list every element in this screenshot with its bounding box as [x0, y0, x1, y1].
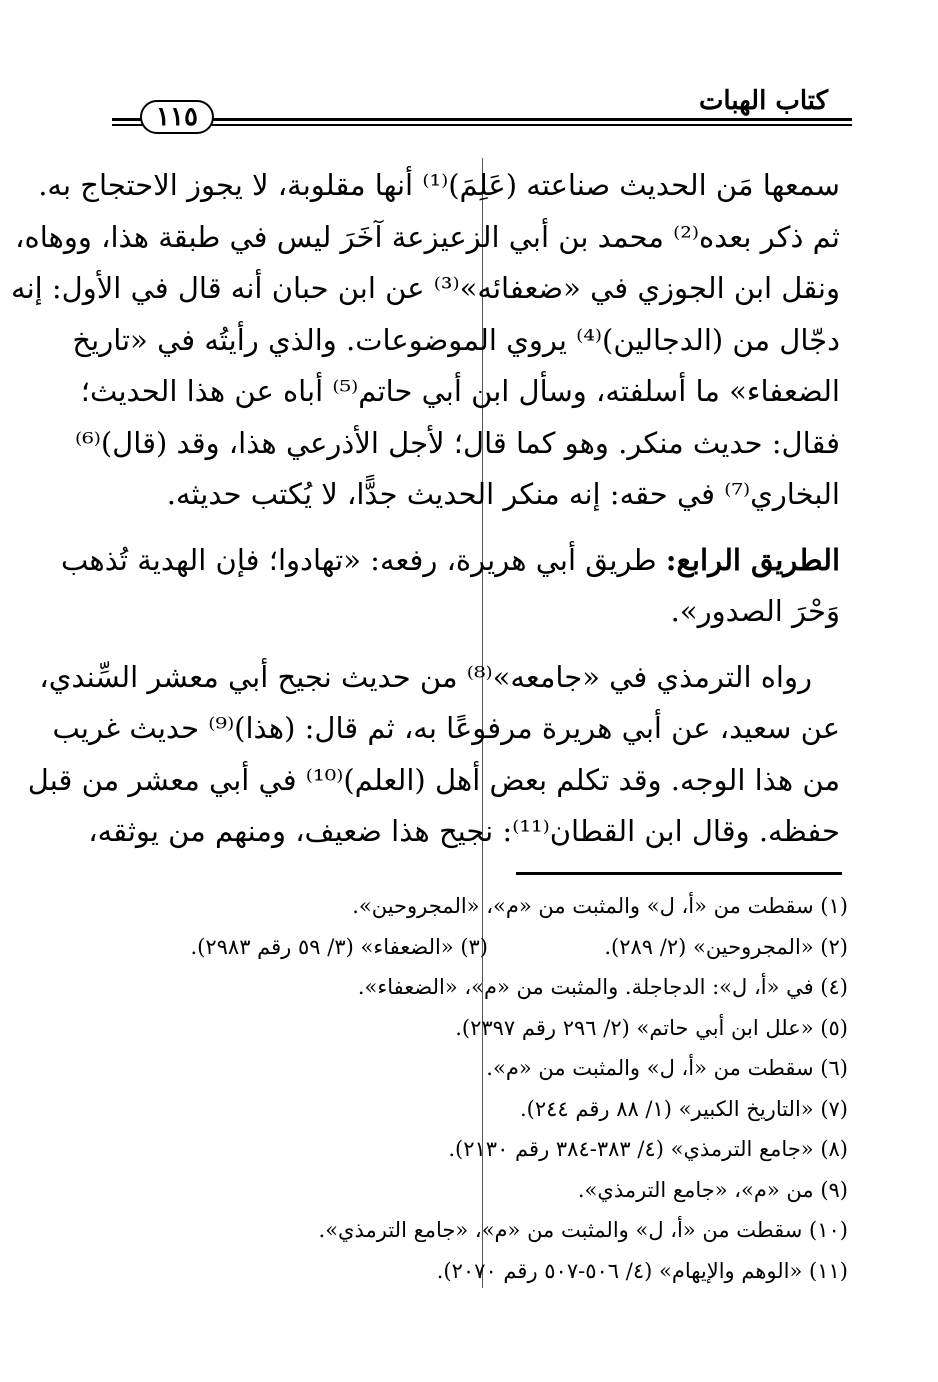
- header-rule: [112, 118, 852, 121]
- paragraph-heading: الطريق الرابع:: [665, 542, 840, 577]
- footnote: (١١) «الوهم والإيهام» (٤/ ٥٠٦-٥٠٧ رقم ٢٠٧٠).: [436, 1258, 848, 1283]
- footnote: (٣) «الضعفاء» (٣/ ٥٩ رقم ٢٩٨٣).: [190, 934, 488, 959]
- footnote: (١٠) سقطت من «أ، ل» والمثبت من «م»، «جامع الترمذي».: [318, 1218, 848, 1242]
- footnote: (١) سقطت من «أ، ل» والمثبت من «م»، «المجروحين».: [352, 894, 848, 918]
- text-line: حفظه. وقال ابن القطان⁽¹¹⁾: نجيح هذا ضعيف، ومنهم من يوثقه،: [88, 814, 840, 848]
- text-line: وَحْرَ الصدور».: [670, 594, 840, 628]
- footnotes: [106, 886, 848, 1291]
- page-number-badge: ١١٥: [140, 100, 214, 134]
- footnote: (٤) في «أ، ل»: الدجاجلة. والمثبت من «م»، «الضعفاء».: [357, 975, 848, 999]
- text-line: البخاري⁽⁷⁾ في حقه: إنه منكر الحديث جدًّا، لا يُكتب حديثه.: [166, 477, 840, 511]
- footnote: (٩) من «م»، «جامع الترمذي».: [577, 1177, 848, 1202]
- text-line: دجّال من (الدجالين)⁽⁴⁾ يروي الموضوعات. والذي رأيتُه في «تاريخ: [72, 322, 840, 357]
- header-rule-thin: [112, 124, 852, 126]
- text-line: سمعها مَن الحديث صناعته (عَلِمَ)⁽¹⁾ أنها مقلوبة، لا يجوز الاحتجاج به.: [38, 168, 840, 202]
- text-line: رواه الترمذي في «جامعه»⁽⁸⁾ من حديث نجيح أبي معشر السِّندي،: [39, 659, 812, 694]
- text-line: الضعفاء» ما أسلفته، وسأل ابن أبي حاتم⁽⁵⁾ أباه عن هذا الحديث؛: [80, 374, 840, 408]
- text-line: ونقل ابن الجوزي في «ضعفائه»⁽³⁾ عن ابن حبان أنه قال في الأول: إنه: [11, 271, 840, 305]
- footnote-separator: [516, 872, 842, 875]
- text-line: من هذا الوجه. وقد تكلم بعض أهل (العلم)⁽¹⁰⁾ في أبي معشر من قبل: [27, 762, 840, 797]
- text-line: عن سعيد، عن أبي هريرة مرفوعًا به، ثم قال: (هذا)⁽⁹⁾ حديث غريب: [52, 711, 840, 745]
- footnote-pair: [106, 927, 848, 968]
- running-header-title: كتاب الهبات: [698, 86, 828, 116]
- main-text: [11, 160, 840, 858]
- footnote: (٥) «علل ابن أبي حاتم» (٢/ ٢٩٦ رقم ٢٣٩٧).: [455, 1015, 848, 1040]
- text-line: ثم ذكر بعده⁽²⁾ محمد بن أبي الزعيزعة آخَرَ ليس في طبقة هذا، ووهاه،: [15, 219, 840, 254]
- text-segment: طريق أبي هريرة، رفعه: «تهادوا؛ فإن الهدية تُذهب: [60, 542, 657, 577]
- footnote: (٦) سقطت من «أ، ل» والمثبت من «م».: [486, 1056, 848, 1080]
- paragraph-heading-line: [60, 535, 840, 587]
- footnote: (٢) «المجروحين» (٢/ ٢٨٩).: [604, 934, 848, 959]
- footnote: (٧) «التاريخ الكبير» (١/ ٨٨ رقم ٢٤٤).: [519, 1096, 848, 1121]
- footnote: (٨) «جامع الترمذي» (٤/ ٣٨٣-٣٨٤ رقم ٢١٣٠).: [448, 1137, 848, 1161]
- text-line: فقال: حديث منكر. وهو كما قال؛ لأجل الأذرعي هذا، وقد (قال)⁽⁶⁾: [74, 425, 840, 460]
